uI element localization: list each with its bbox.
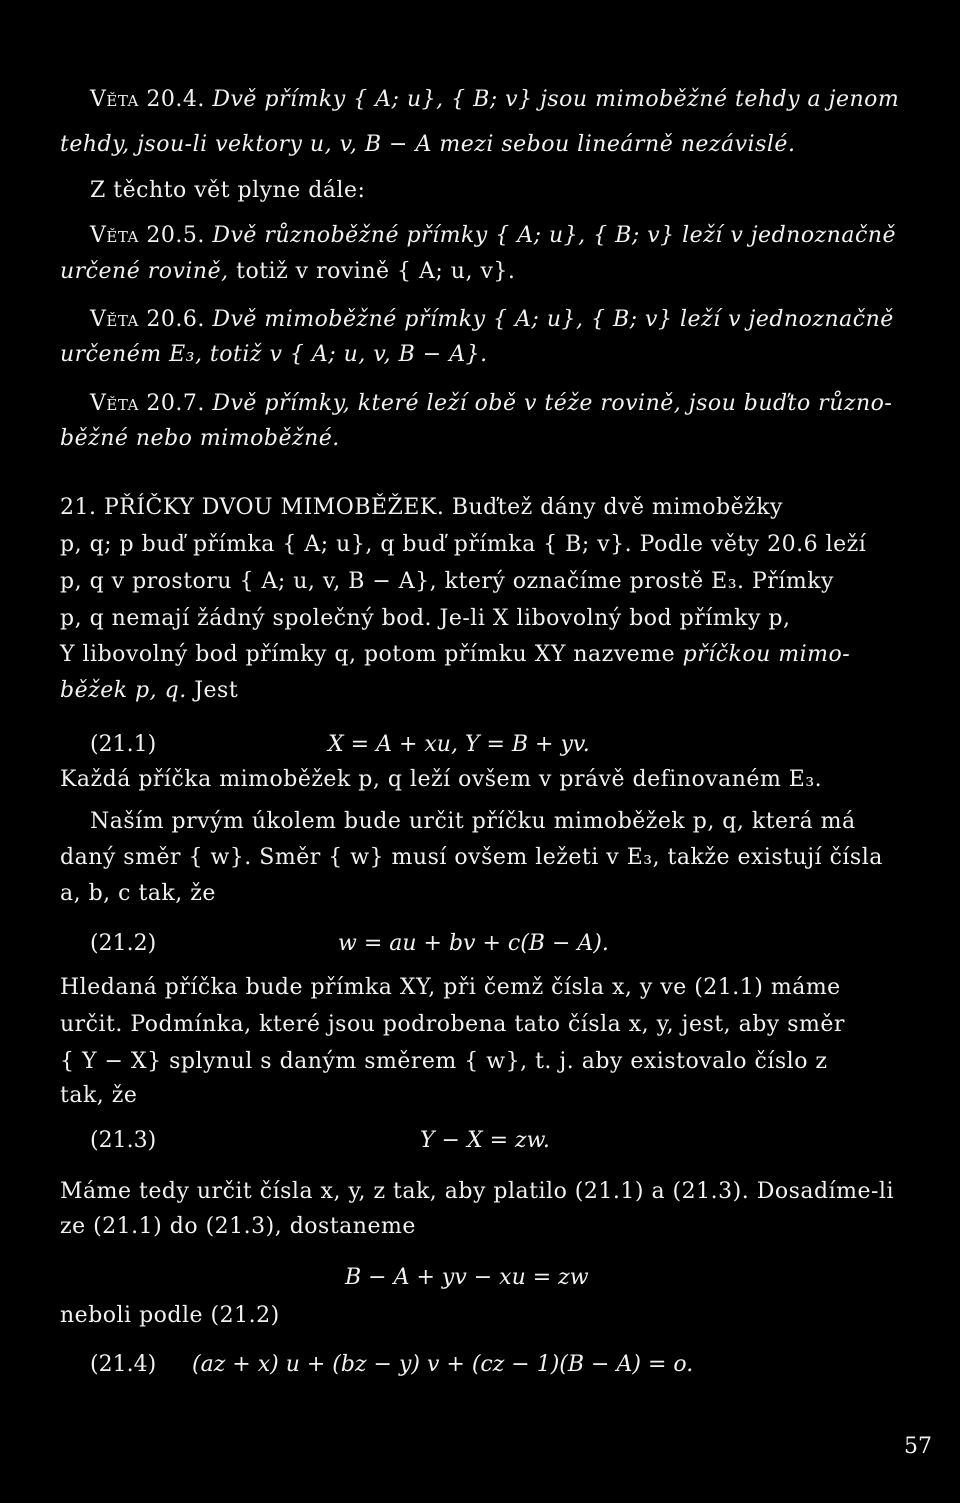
para-4-line-1: Máme tedy určit čísla x, y, z tak, aby platilo (21.1) a (21.3). Dosadíme-li [60,1179,894,1204]
page-number: 57 [904,1434,932,1459]
equation-formula: (az + x) u + (bz − y) v + (cz − 1)(B − A) = o. [192,1352,694,1377]
theorem-label: Věta 20.4. [90,87,205,112]
section-text: Buďtež dány dvě mimoběžky [451,495,783,520]
equation-number: (21.3) [90,1128,157,1153]
intro-text: Z těchto vět plyne dále: [90,178,366,203]
theorem-text: určené rovině, [60,259,229,284]
theorem-text-plain: totiž v rovině { A; u, v}. [236,259,516,284]
para-2-line-4: a, b, c tak, že [60,881,216,906]
equation-formula: X = A + xu, Y = B + yv. [328,732,590,757]
para-2-line-3: daný směr { w}. Směr { w} musí ovšem ležeti v E₃, takže existují čísla [60,845,883,870]
equation-formula: B − A + yv − xu = zw [345,1265,589,1290]
theorem-label: Věta 20.7. [90,391,205,416]
section-text: Jest [194,678,239,703]
section-21-line-6 [60,677,950,705]
theorem-20-4-line-1 [90,86,950,114]
defined-term: příčkou mimo- [682,642,851,667]
equation-formula: Y − X = zw. [420,1128,550,1153]
section-21-line-5 [60,641,950,669]
defined-term: běžek p, q. [60,678,187,703]
section-21-line-3: p, q v prostoru { A; u, v, B − A}, který označíme prostě E₃. Přímky [60,569,834,594]
para-3-line-4: tak, že [60,1083,138,1108]
para-5-line-1: neboli podle (21.2) [60,1303,280,1328]
theorem-20-6-line-1 [90,306,950,334]
theorem-20-6-line-2: určeném E₃, totiž v { A; u, v, B − A}. [60,342,488,367]
theorem-20-5-line-1 [90,222,950,250]
theorem-20-5-line-2 [60,258,950,286]
equation-formula: w = au + bv + c(B − A). [338,931,609,956]
para-4-line-2: ze (21.1) do (21.3), dostaneme [60,1214,416,1239]
para-2-line-2: Naším prvým úkolem bude určit příčku mimoběžek p, q, která má [90,809,856,834]
section-heading: 21. PŘÍČKY DVOU MIMOBĚŽEK. [60,495,445,520]
equation-number: (21.2) [90,931,157,956]
theorem-20-7-line-2: běžné nebo mimoběžné. [60,426,340,451]
section-21-line-2: p, q; p buď přímka { A; u}, q buď přímka { B; v}. Podle věty 20.6 leží [60,532,867,557]
theorem-text: Dvě přímky, které leží obě v téže rovině, jsou buďto různo- [212,391,893,416]
theorem-text: Dvě různoběžné přímky { A; u}, { B; v} leží v jednoznačně [212,223,896,248]
section-21-line-4: p, q nemají žádný společný bod. Je-li X libovolný bod přímky p, [60,606,791,631]
para-3-line-1: Hledaná příčka bude přímka XY, při čemž čísla x, y ve (21.1) máme [60,975,841,1000]
theorem-text: Dvě přímky { A; u}, { B; v} jsou mimoběžné tehdy a jenom [212,87,900,112]
para-2-line-1: Každá příčka mimoběžek p, q leží ovšem v právě definovaném E₃. [60,767,823,792]
equation-number: (21.4) [90,1352,157,1377]
theorem-label: Věta 20.5. [90,223,205,248]
para-3-line-3: { Y − X} splynul s daným směrem { w}, t. j. aby existovalo číslo z [60,1049,828,1074]
theorem-label: Věta 20.6. [90,307,205,332]
section-text: Y libovolný bod přímky q, potom přímku XY nazveme [60,642,676,667]
theorem-text: Dvě mimoběžné přímky { A; u}, { B; v} leží v jednoznačně [212,307,894,332]
equation-number: (21.1) [90,732,157,757]
para-3-line-2: určit. Podmínka, které jsou podrobena tato čísla x, y, jest, aby směr [60,1012,845,1037]
theorem-20-7-line-1 [90,390,950,418]
section-21-line-1 [60,494,950,522]
theorem-20-4-line-2: tehdy, jsou-li vektory u, v, B − A mezi sebou lineárně nezávislé. [60,132,796,157]
